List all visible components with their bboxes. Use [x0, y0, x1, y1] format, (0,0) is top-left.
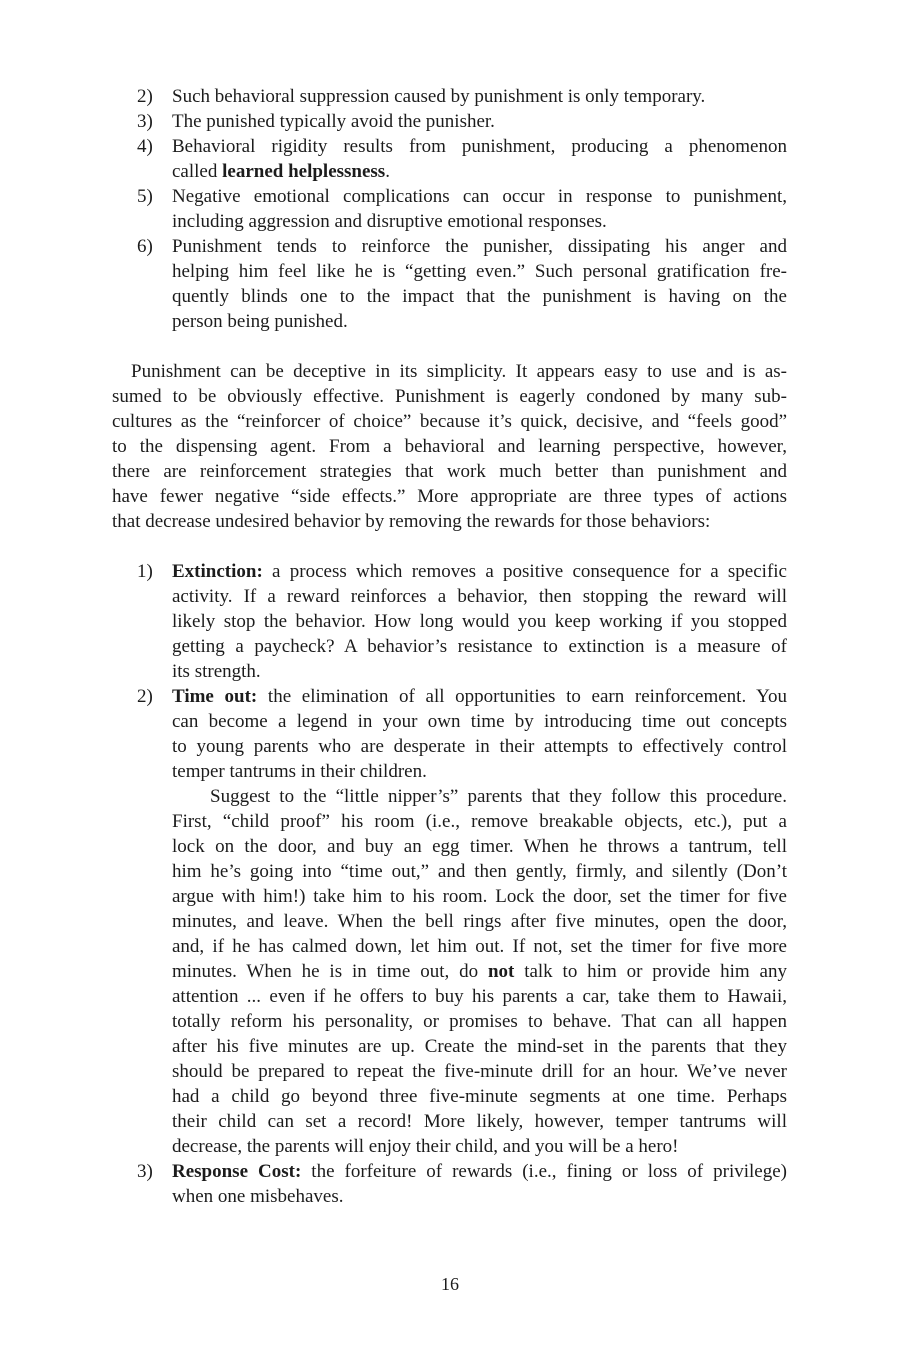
- text-segment: had a child go beyond three five-minute segments at one time. Perhaps: [172, 1086, 787, 1107]
- text-line: [172, 1159, 787, 1184]
- text-line: [172, 134, 787, 159]
- text-segment: Punishment can be deceptive in its simplicity. It appears easy to use and is as-: [131, 361, 787, 382]
- text-line: [172, 809, 787, 834]
- bold-text: Extinction:: [172, 561, 263, 582]
- text-line: [172, 1059, 787, 1084]
- text-segment: have fewer negative “side effects.” More appropriate are three types of actions: [112, 486, 787, 507]
- text-segment: The punished typically avoid the punisher.: [172, 111, 495, 132]
- list-item: [137, 234, 787, 334]
- text-segment: to young parents who are desperate in their attempts to effectively control: [172, 736, 787, 757]
- text-segment: temper tantrums in their children.: [172, 761, 427, 782]
- paragraph: [172, 684, 787, 784]
- bold-text: not: [487, 961, 515, 982]
- text-segment: him he’s going into “time out,” and then gently, firmly, and silently (Don’t: [172, 861, 787, 882]
- list-item-number: 6): [137, 236, 153, 257]
- text-line: [172, 1134, 787, 1159]
- list-item: [137, 1159, 787, 1209]
- text-line: [172, 684, 787, 709]
- list-item-number: 5): [137, 186, 153, 207]
- page-content: [112, 84, 787, 1209]
- text-line: [172, 109, 787, 134]
- body-paragraph: [112, 359, 787, 534]
- text-line: [112, 459, 787, 484]
- text-segment: Suggest to the “little nipper’s” parents that they follow this procedure.: [210, 786, 787, 807]
- text-segment: minutes, and leave. When the bell rings after five minutes, open the door,: [172, 911, 787, 932]
- text-segment: their child can set a record! More likely, however, temper tantrums will: [172, 1111, 787, 1132]
- text-line: [172, 284, 787, 309]
- text-segment: .: [385, 161, 390, 182]
- text-line: [112, 359, 787, 384]
- list-item: [137, 134, 787, 184]
- text-line: [172, 234, 787, 259]
- list-item-number: 1): [137, 561, 153, 582]
- text-segment: talk to him or provide him any: [514, 961, 787, 982]
- list-item-number: 2): [137, 686, 153, 707]
- paragraph: [112, 359, 787, 534]
- text-line: [112, 409, 787, 434]
- text-line: [172, 634, 787, 659]
- text-line: [172, 659, 787, 684]
- text-segment: after his five minutes are up. Create the mind-set in the parents that they: [172, 1036, 787, 1057]
- text-segment: helping him feel like he is “getting even.” Such personal gratification fre-: [172, 261, 787, 282]
- paragraph: [172, 84, 787, 109]
- numbered-list: [112, 559, 787, 1209]
- list-item-number: 4): [137, 136, 153, 157]
- text-segment: there are reinforcement strategies that work much better than punishment and: [112, 461, 787, 482]
- text-segment: when one misbehaves.: [172, 1186, 344, 1207]
- text-segment: quently blinds one to the impact that the punishment is having on the: [172, 286, 787, 307]
- text-line: [172, 834, 787, 859]
- text-line: [172, 909, 787, 934]
- list-item: [137, 84, 787, 109]
- text-line: [172, 84, 787, 109]
- list-item: [137, 559, 787, 684]
- text-segment: decrease, the parents will enjoy their child, and you will be a hero!: [172, 1136, 679, 1157]
- text-segment: First, “child proof” his room (i.e., remove breakable objects, etc.), put a: [172, 811, 787, 832]
- text-segment: and, if he has calmed down, let him out. If not, set the timer for five more: [172, 936, 787, 957]
- list-item-number: 2): [137, 86, 153, 107]
- text-segment: Such behavioral suppression caused by punishment is only temporary.: [172, 86, 706, 107]
- list-item-number: 3): [137, 111, 153, 132]
- list-item: [137, 109, 787, 134]
- text-line: [172, 184, 787, 209]
- text-segment: should be prepared to repeat the five-minute drill for an hour. We’ve never: [172, 1061, 787, 1082]
- text-line: [172, 984, 787, 1009]
- text-segment: activity. If a reward reinforces a behavior, then stopping the reward will: [172, 586, 787, 607]
- text-line: [172, 734, 787, 759]
- bold-text: learned helplessness: [222, 161, 386, 182]
- text-segment: totally reform his personality, or promises to behave. That can all happen: [172, 1011, 787, 1032]
- text-line: [172, 609, 787, 634]
- text-segment: the elimination of all opportunities to earn reinforcement. You: [257, 686, 787, 707]
- text-line: [172, 1184, 787, 1209]
- text-segment: attention ... even if he offers to buy his parents a car, take them to Hawaii,: [172, 986, 787, 1007]
- list-item-number: 3): [137, 1161, 153, 1182]
- text-segment: can become a legend in your own time by introducing time out concepts: [172, 711, 787, 732]
- text-segment: called: [172, 161, 223, 182]
- paragraph: [172, 559, 787, 684]
- text-segment: lock on the door, and buy an egg timer. When he throws a tantrum, tell: [172, 836, 787, 857]
- text-line: [172, 709, 787, 734]
- text-line: [172, 559, 787, 584]
- text-segment: the forfeiture of rewards (i.e., fining or loss of privilege): [301, 1161, 787, 1182]
- text-segment: a process which removes a positive consequence for a specific: [262, 561, 787, 582]
- text-line: [172, 1009, 787, 1034]
- paragraph: [172, 1159, 787, 1209]
- text-segment: Behavioral rigidity results from punishment, producing a phenomenon: [172, 136, 787, 157]
- paragraph: [172, 184, 787, 234]
- text-segment: person being punished.: [172, 311, 348, 332]
- text-segment: likely stop the behavior. How long would you keep working if you stopped: [172, 611, 787, 632]
- paragraph: [172, 109, 787, 134]
- bold-text: Time out:: [172, 686, 258, 707]
- text-line: [112, 484, 787, 509]
- text-line: [112, 384, 787, 409]
- text-line: [112, 509, 787, 534]
- list-item: [137, 684, 787, 1159]
- paragraph: [172, 134, 787, 184]
- text-line: [172, 859, 787, 884]
- text-line: [172, 1109, 787, 1134]
- text-segment: getting a paycheck? A behavior’s resistance to extinction is a measure of: [172, 636, 787, 657]
- text-segment: that decrease undesired behavior by removing the rewards for those behaviors:: [112, 511, 711, 532]
- text-segment: to the dispensing agent. From a behavioral and learning perspective, however,: [112, 436, 787, 457]
- text-segment: Punishment tends to reinforce the punisher, dissipating his anger and: [172, 236, 787, 257]
- text-line: [172, 959, 787, 984]
- list-item: [137, 184, 787, 234]
- text-line: [172, 1084, 787, 1109]
- text-line: [172, 259, 787, 284]
- bold-text: Response Cost:: [172, 1161, 302, 1182]
- text-line: [172, 759, 787, 784]
- text-segment: Negative emotional complications can occur in response to punishment,: [172, 186, 787, 207]
- page-number: 16: [441, 1274, 459, 1294]
- text-line: [172, 209, 787, 234]
- text-segment: its strength.: [172, 661, 261, 682]
- text-line: [172, 1034, 787, 1059]
- text-segment: cultures as the “reinforcer of choice” because it’s quick, decisive, and “feels good”: [112, 411, 787, 432]
- text-segment: including aggression and disruptive emotional responses.: [172, 211, 607, 232]
- paragraph: [172, 234, 787, 334]
- text-line: [172, 934, 787, 959]
- text-line: [172, 159, 787, 184]
- text-line: [172, 584, 787, 609]
- text-segment: argue with him!) take him to his room. Lock the door, set the timer for five: [172, 886, 787, 907]
- text-line: [172, 884, 787, 909]
- text-line: [172, 784, 787, 809]
- text-line: [112, 434, 787, 459]
- text-segment: sumed to be obviously effective. Punishment is eagerly condoned by many sub-: [112, 386, 787, 407]
- numbered-list: [112, 84, 787, 334]
- text-line: [172, 309, 787, 334]
- text-segment: minutes. When he is in time out, do: [172, 961, 488, 982]
- paragraph: [172, 784, 787, 1159]
